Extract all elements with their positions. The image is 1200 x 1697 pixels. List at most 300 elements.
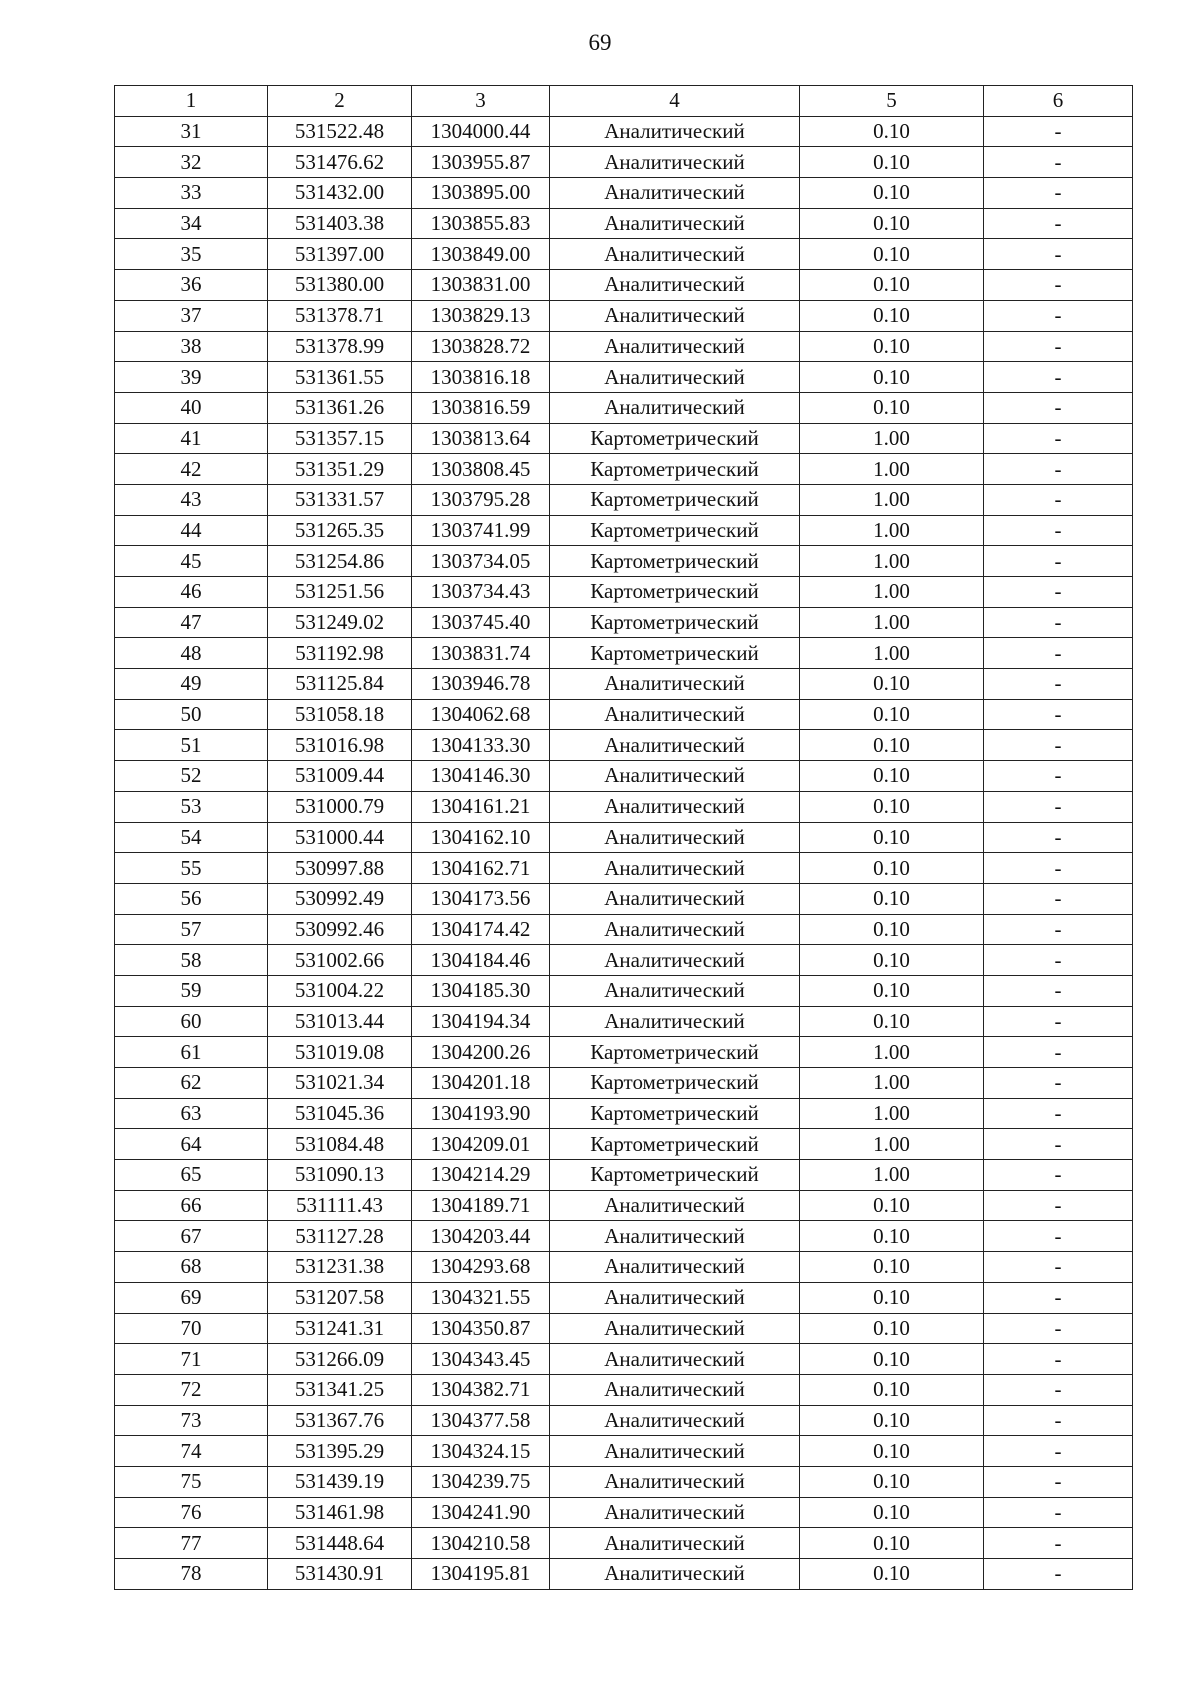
method-cell: Картометрический	[550, 638, 800, 669]
accuracy-cell: 0.10	[800, 1497, 984, 1528]
point-number-cell: 52	[115, 761, 268, 792]
note-cell: -	[984, 1374, 1133, 1405]
y-coordinate-cell: 1304189.71	[412, 1190, 550, 1221]
table-row	[115, 1006, 1133, 1037]
accuracy-cell: 0.10	[800, 1528, 984, 1559]
note-cell: -	[984, 239, 1133, 270]
y-coordinate-cell: 1304203.44	[412, 1221, 550, 1252]
point-number-cell: 38	[115, 331, 268, 362]
table-row	[115, 1190, 1133, 1221]
table-row	[115, 1436, 1133, 1467]
y-coordinate-cell: 1303745.40	[412, 607, 550, 638]
point-number-cell: 54	[115, 822, 268, 853]
note-cell: -	[984, 945, 1133, 976]
method-cell: Картометрический	[550, 577, 800, 608]
accuracy-cell: 0.10	[800, 300, 984, 331]
accuracy-cell: 0.10	[800, 1436, 984, 1467]
x-coordinate-cell: 531000.79	[268, 791, 412, 822]
table-row	[115, 515, 1133, 546]
accuracy-cell: 0.10	[800, 1344, 984, 1375]
y-coordinate-cell: 1304293.68	[412, 1252, 550, 1283]
note-cell: -	[984, 577, 1133, 608]
method-cell: Аналитический	[550, 1528, 800, 1559]
note-cell: -	[984, 1344, 1133, 1375]
x-coordinate-cell: 531009.44	[268, 761, 412, 792]
page-number: 69	[588, 30, 612, 55]
note-cell: -	[984, 1037, 1133, 1068]
table-row	[115, 1282, 1133, 1313]
note-cell: -	[984, 669, 1133, 700]
accuracy-cell: 0.10	[800, 362, 984, 393]
column-header: 1	[115, 86, 268, 117]
accuracy-cell: 0.10	[800, 914, 984, 945]
x-coordinate-cell: 531192.98	[268, 638, 412, 669]
method-cell: Аналитический	[550, 178, 800, 209]
method-cell: Аналитический	[550, 147, 800, 178]
point-number-cell: 67	[115, 1221, 268, 1252]
x-coordinate-cell: 531448.64	[268, 1528, 412, 1559]
accuracy-cell: 0.10	[800, 822, 984, 853]
point-number-cell: 75	[115, 1466, 268, 1497]
method-cell: Аналитический	[550, 730, 800, 761]
method-cell: Аналитический	[550, 1559, 800, 1590]
x-coordinate-cell: 531331.57	[268, 484, 412, 515]
x-coordinate-cell: 531231.38	[268, 1252, 412, 1283]
point-number-cell: 36	[115, 270, 268, 301]
method-cell: Аналитический	[550, 239, 800, 270]
table-row	[115, 1466, 1133, 1497]
method-cell: Аналитический	[550, 853, 800, 884]
method-cell: Аналитический	[550, 822, 800, 853]
column-header: 3	[412, 86, 550, 117]
note-cell: -	[984, 1466, 1133, 1497]
point-number-cell: 31	[115, 116, 268, 147]
table-header-row	[115, 86, 1133, 117]
note-cell: -	[984, 730, 1133, 761]
method-cell: Аналитический	[550, 1405, 800, 1436]
accuracy-cell: 0.10	[800, 270, 984, 301]
note-cell: -	[984, 1497, 1133, 1528]
accuracy-cell: 0.10	[800, 1221, 984, 1252]
y-coordinate-cell: 1304324.15	[412, 1436, 550, 1467]
y-coordinate-cell: 1304194.34	[412, 1006, 550, 1037]
note-cell: -	[984, 1313, 1133, 1344]
note-cell: -	[984, 1221, 1133, 1252]
table-row	[115, 1129, 1133, 1160]
y-coordinate-cell: 1304146.30	[412, 761, 550, 792]
note-cell: -	[984, 300, 1133, 331]
table-row	[115, 1374, 1133, 1405]
table-row	[115, 1344, 1133, 1375]
point-number-cell: 56	[115, 883, 268, 914]
method-cell: Аналитический	[550, 945, 800, 976]
x-coordinate-cell: 531378.71	[268, 300, 412, 331]
point-number-cell: 41	[115, 423, 268, 454]
y-coordinate-cell: 1304173.56	[412, 883, 550, 914]
table-row	[115, 147, 1133, 178]
point-number-cell: 32	[115, 147, 268, 178]
x-coordinate-cell: 531004.22	[268, 975, 412, 1006]
y-coordinate-cell: 1304174.42	[412, 914, 550, 945]
note-cell: -	[984, 1528, 1133, 1559]
method-cell: Аналитический	[550, 669, 800, 700]
accuracy-cell: 0.10	[800, 392, 984, 423]
point-number-cell: 40	[115, 392, 268, 423]
table-row	[115, 1160, 1133, 1191]
table-row	[115, 577, 1133, 608]
point-number-cell: 46	[115, 577, 268, 608]
accuracy-cell: 0.10	[800, 239, 984, 270]
accuracy-cell: 1.00	[800, 638, 984, 669]
method-cell: Аналитический	[550, 270, 800, 301]
method-cell: Аналитический	[550, 116, 800, 147]
x-coordinate-cell: 531251.56	[268, 577, 412, 608]
table-row	[115, 883, 1133, 914]
x-coordinate-cell: 531090.13	[268, 1160, 412, 1191]
note-cell: -	[984, 515, 1133, 546]
x-coordinate-cell: 531380.00	[268, 270, 412, 301]
y-coordinate-cell: 1303741.99	[412, 515, 550, 546]
x-coordinate-cell: 531361.55	[268, 362, 412, 393]
accuracy-cell: 0.10	[800, 1282, 984, 1313]
x-coordinate-cell: 530992.49	[268, 883, 412, 914]
method-cell: Картометрический	[550, 1037, 800, 1068]
note-cell: -	[984, 1098, 1133, 1129]
x-coordinate-cell: 531000.44	[268, 822, 412, 853]
method-cell: Аналитический	[550, 761, 800, 792]
point-number-cell: 58	[115, 945, 268, 976]
table-row	[115, 178, 1133, 209]
method-cell: Аналитический	[550, 1344, 800, 1375]
table-body	[115, 116, 1133, 1589]
y-coordinate-cell: 1304161.21	[412, 791, 550, 822]
y-coordinate-cell: 1304209.01	[412, 1129, 550, 1160]
table-row	[115, 1221, 1133, 1252]
point-number-cell: 37	[115, 300, 268, 331]
accuracy-cell: 0.10	[800, 853, 984, 884]
point-number-cell: 78	[115, 1559, 268, 1590]
point-number-cell: 49	[115, 669, 268, 700]
accuracy-cell: 0.10	[800, 1252, 984, 1283]
y-coordinate-cell: 1303895.00	[412, 178, 550, 209]
method-cell: Аналитический	[550, 1252, 800, 1283]
point-number-cell: 70	[115, 1313, 268, 1344]
y-coordinate-cell: 1304201.18	[412, 1068, 550, 1099]
note-cell: -	[984, 1160, 1133, 1191]
x-coordinate-cell: 531019.08	[268, 1037, 412, 1068]
x-coordinate-cell: 531378.99	[268, 331, 412, 362]
point-number-cell: 51	[115, 730, 268, 761]
table-row	[115, 822, 1133, 853]
table-row	[115, 975, 1133, 1006]
method-cell: Аналитический	[550, 914, 800, 945]
note-cell: -	[984, 1559, 1133, 1590]
table-row	[115, 270, 1133, 301]
y-coordinate-cell: 1303849.00	[412, 239, 550, 270]
accuracy-cell: 0.10	[800, 1006, 984, 1037]
x-coordinate-cell: 531084.48	[268, 1129, 412, 1160]
method-cell: Картометрический	[550, 1098, 800, 1129]
point-number-cell: 66	[115, 1190, 268, 1221]
method-cell: Аналитический	[550, 1466, 800, 1497]
note-cell: -	[984, 914, 1133, 945]
x-coordinate-cell: 531002.66	[268, 945, 412, 976]
table-row	[115, 1405, 1133, 1436]
note-cell: -	[984, 484, 1133, 515]
method-cell: Картометрический	[550, 1068, 800, 1099]
accuracy-cell: 0.10	[800, 208, 984, 239]
y-coordinate-cell: 1303734.05	[412, 546, 550, 577]
table-row	[115, 1528, 1133, 1559]
method-cell: Аналитический	[550, 699, 800, 730]
y-coordinate-cell: 1304000.44	[412, 116, 550, 147]
method-cell: Картометрический	[550, 515, 800, 546]
accuracy-cell: 0.10	[800, 178, 984, 209]
method-cell: Аналитический	[550, 1190, 800, 1221]
point-number-cell: 57	[115, 914, 268, 945]
x-coordinate-cell: 531361.26	[268, 392, 412, 423]
point-number-cell: 55	[115, 853, 268, 884]
table-row	[115, 208, 1133, 239]
table-header	[115, 86, 1133, 117]
method-cell: Аналитический	[550, 1436, 800, 1467]
point-number-cell: 76	[115, 1497, 268, 1528]
table-row	[115, 914, 1133, 945]
x-coordinate-cell: 531439.19	[268, 1466, 412, 1497]
accuracy-cell: 1.00	[800, 1037, 984, 1068]
x-coordinate-cell: 531397.00	[268, 239, 412, 270]
accuracy-cell: 0.10	[800, 1190, 984, 1221]
table-row	[115, 300, 1133, 331]
table-row	[115, 454, 1133, 485]
note-cell: -	[984, 1129, 1133, 1160]
accuracy-cell: 1.00	[800, 607, 984, 638]
note-cell: -	[984, 1436, 1133, 1467]
method-cell: Аналитический	[550, 331, 800, 362]
y-coordinate-cell: 1304184.46	[412, 945, 550, 976]
y-coordinate-cell: 1304185.30	[412, 975, 550, 1006]
table-row	[115, 1037, 1133, 1068]
method-cell: Аналитический	[550, 392, 800, 423]
point-number-cell: 65	[115, 1160, 268, 1191]
y-coordinate-cell: 1303955.87	[412, 147, 550, 178]
y-coordinate-cell: 1304193.90	[412, 1098, 550, 1129]
table-row	[115, 945, 1133, 976]
accuracy-cell: 1.00	[800, 1160, 984, 1191]
y-coordinate-cell: 1303808.45	[412, 454, 550, 485]
point-number-cell: 42	[115, 454, 268, 485]
accuracy-cell: 1.00	[800, 1068, 984, 1099]
point-number-cell: 33	[115, 178, 268, 209]
table-row	[115, 761, 1133, 792]
accuracy-cell: 0.10	[800, 1466, 984, 1497]
x-coordinate-cell: 531403.38	[268, 208, 412, 239]
accuracy-cell: 1.00	[800, 577, 984, 608]
note-cell: -	[984, 546, 1133, 577]
note-cell: -	[984, 147, 1133, 178]
x-coordinate-cell: 531266.09	[268, 1344, 412, 1375]
x-coordinate-cell: 531357.15	[268, 423, 412, 454]
accuracy-cell: 0.10	[800, 1559, 984, 1590]
note-cell: -	[984, 638, 1133, 669]
y-coordinate-cell: 1304133.30	[412, 730, 550, 761]
method-cell: Картометрический	[550, 484, 800, 515]
y-coordinate-cell: 1304382.71	[412, 1374, 550, 1405]
note-cell: -	[984, 791, 1133, 822]
y-coordinate-cell: 1303831.74	[412, 638, 550, 669]
point-number-cell: 68	[115, 1252, 268, 1283]
point-number-cell: 59	[115, 975, 268, 1006]
x-coordinate-cell: 531476.62	[268, 147, 412, 178]
method-cell: Аналитический	[550, 791, 800, 822]
y-coordinate-cell: 1303813.64	[412, 423, 550, 454]
method-cell: Картометрический	[550, 546, 800, 577]
y-coordinate-cell: 1304162.71	[412, 853, 550, 884]
note-cell: -	[984, 208, 1133, 239]
accuracy-cell: 0.10	[800, 1313, 984, 1344]
accuracy-cell: 0.10	[800, 730, 984, 761]
accuracy-cell: 1.00	[800, 484, 984, 515]
point-number-cell: 60	[115, 1006, 268, 1037]
table-row	[115, 484, 1133, 515]
table-row	[115, 116, 1133, 147]
accuracy-cell: 1.00	[800, 423, 984, 454]
note-cell: -	[984, 1282, 1133, 1313]
note-cell: -	[984, 270, 1133, 301]
table-row	[115, 638, 1133, 669]
x-coordinate-cell: 531254.86	[268, 546, 412, 577]
point-number-cell: 71	[115, 1344, 268, 1375]
point-number-cell: 47	[115, 607, 268, 638]
point-number-cell: 35	[115, 239, 268, 270]
note-cell: -	[984, 975, 1133, 1006]
accuracy-cell: 0.10	[800, 147, 984, 178]
column-header: 2	[268, 86, 412, 117]
accuracy-cell: 0.10	[800, 791, 984, 822]
point-number-cell: 61	[115, 1037, 268, 1068]
method-cell: Картометрический	[550, 607, 800, 638]
note-cell: -	[984, 761, 1133, 792]
table-row	[115, 853, 1133, 884]
method-cell: Картометрический	[550, 454, 800, 485]
x-coordinate-cell: 531249.02	[268, 607, 412, 638]
accuracy-cell: 0.10	[800, 975, 984, 1006]
accuracy-cell: 0.10	[800, 761, 984, 792]
accuracy-cell: 1.00	[800, 1129, 984, 1160]
column-header: 4	[550, 86, 800, 117]
coordinates-table	[114, 85, 1133, 1590]
note-cell: -	[984, 1405, 1133, 1436]
x-coordinate-cell: 531241.31	[268, 1313, 412, 1344]
point-number-cell: 77	[115, 1528, 268, 1559]
table-row	[115, 1497, 1133, 1528]
y-coordinate-cell: 1303829.13	[412, 300, 550, 331]
point-number-cell: 63	[115, 1098, 268, 1129]
y-coordinate-cell: 1304162.10	[412, 822, 550, 853]
accuracy-cell: 0.10	[800, 669, 984, 700]
note-cell: -	[984, 331, 1133, 362]
note-cell: -	[984, 607, 1133, 638]
x-coordinate-cell: 531351.29	[268, 454, 412, 485]
accuracy-cell: 1.00	[800, 515, 984, 546]
x-coordinate-cell: 531016.98	[268, 730, 412, 761]
method-cell: Картометрический	[550, 1129, 800, 1160]
y-coordinate-cell: 1304321.55	[412, 1282, 550, 1313]
method-cell: Картометрический	[550, 423, 800, 454]
table-row	[115, 331, 1133, 362]
x-coordinate-cell: 531432.00	[268, 178, 412, 209]
y-coordinate-cell: 1304239.75	[412, 1466, 550, 1497]
x-coordinate-cell: 531127.28	[268, 1221, 412, 1252]
note-cell: -	[984, 883, 1133, 914]
note-cell: -	[984, 1190, 1133, 1221]
table-row	[115, 392, 1133, 423]
y-coordinate-cell: 1304214.29	[412, 1160, 550, 1191]
x-coordinate-cell: 531367.76	[268, 1405, 412, 1436]
point-number-cell: 34	[115, 208, 268, 239]
y-coordinate-cell: 1303855.83	[412, 208, 550, 239]
point-number-cell: 50	[115, 699, 268, 730]
accuracy-cell: 1.00	[800, 1098, 984, 1129]
method-cell: Аналитический	[550, 1374, 800, 1405]
x-coordinate-cell: 531430.91	[268, 1559, 412, 1590]
note-cell: -	[984, 116, 1133, 147]
y-coordinate-cell: 1304241.90	[412, 1497, 550, 1528]
y-coordinate-cell: 1304195.81	[412, 1559, 550, 1590]
y-coordinate-cell: 1304210.58	[412, 1528, 550, 1559]
table-row	[115, 546, 1133, 577]
method-cell: Аналитический	[550, 1282, 800, 1313]
x-coordinate-cell: 531522.48	[268, 116, 412, 147]
method-cell: Аналитический	[550, 883, 800, 914]
x-coordinate-cell: 531111.43	[268, 1190, 412, 1221]
note-cell: -	[984, 699, 1133, 730]
table-row	[115, 607, 1133, 638]
x-coordinate-cell: 531013.44	[268, 1006, 412, 1037]
accuracy-cell: 0.10	[800, 331, 984, 362]
note-cell: -	[984, 178, 1133, 209]
method-cell: Аналитический	[550, 208, 800, 239]
y-coordinate-cell: 1303734.43	[412, 577, 550, 608]
method-cell: Картометрический	[550, 1160, 800, 1191]
point-number-cell: 45	[115, 546, 268, 577]
accuracy-cell: 0.10	[800, 1405, 984, 1436]
method-cell: Аналитический	[550, 362, 800, 393]
table-row	[115, 1098, 1133, 1129]
note-cell: -	[984, 423, 1133, 454]
y-coordinate-cell: 1303795.28	[412, 484, 550, 515]
note-cell: -	[984, 392, 1133, 423]
method-cell: Аналитический	[550, 1313, 800, 1344]
accuracy-cell: 0.10	[800, 116, 984, 147]
point-number-cell: 39	[115, 362, 268, 393]
point-number-cell: 72	[115, 1374, 268, 1405]
table-row	[115, 1068, 1133, 1099]
x-coordinate-cell: 531021.34	[268, 1068, 412, 1099]
y-coordinate-cell: 1304062.68	[412, 699, 550, 730]
note-cell: -	[984, 454, 1133, 485]
accuracy-cell: 0.10	[800, 699, 984, 730]
x-coordinate-cell: 530997.88	[268, 853, 412, 884]
x-coordinate-cell: 531461.98	[268, 1497, 412, 1528]
method-cell: Аналитический	[550, 975, 800, 1006]
table-row	[115, 1313, 1133, 1344]
x-coordinate-cell: 531341.25	[268, 1374, 412, 1405]
column-header: 5	[800, 86, 984, 117]
note-cell: -	[984, 853, 1133, 884]
point-number-cell: 43	[115, 484, 268, 515]
x-coordinate-cell: 530992.46	[268, 914, 412, 945]
